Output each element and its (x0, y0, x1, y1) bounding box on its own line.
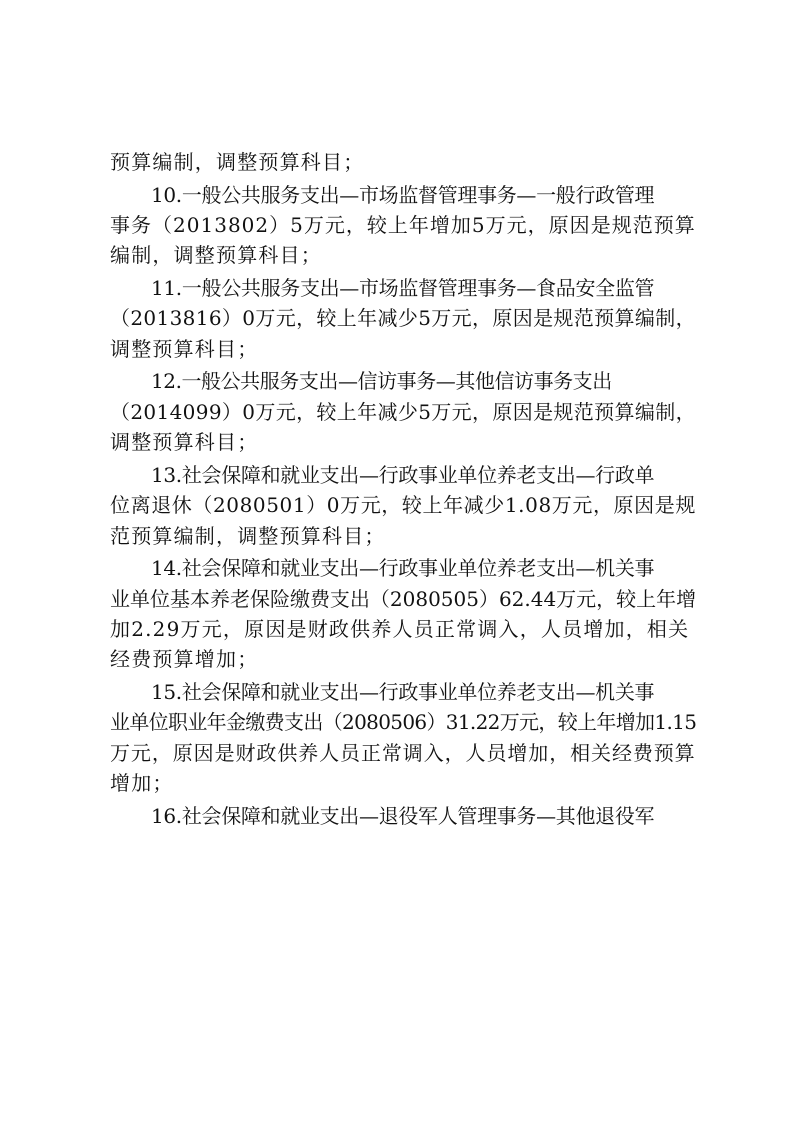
text-line: 业单位基本养老保险缴费支出（2080505）62.44万元，较上年增 (110, 586, 697, 611)
paragraph (110, 553, 696, 675)
text-line: 11.一般公共服务支出—市场监督管理事务—食品安全监管 (151, 276, 655, 300)
paragraph (110, 460, 696, 551)
paragraph (110, 366, 696, 457)
text-line: 业单位职业年金缴费支出（2080506）31.22万元，较上年增加1.15 (110, 710, 697, 735)
paragraph (110, 677, 696, 799)
text-line: 12.一般公共服务支出—信访事务—其他信访事务支出 (151, 369, 612, 394)
text-line: 事务（2013802）5万元，较上年增加5万元，原因是规范预算 (110, 213, 696, 237)
text-line: 13.社会保障和就业支出—行政事业单位养老支出—行政单 (151, 462, 655, 487)
text-line: 范预算编制，调整预算科目； (110, 523, 386, 548)
paragraph (110, 180, 696, 271)
text-line: 调整预算科目； (110, 336, 259, 361)
text-line: 预算编制，调整预算科目； (110, 150, 365, 174)
text-line: （2013816）0万元，较上年减少5万元，原因是规范预算编制， (110, 306, 696, 331)
text-line: 加2.29万元，原因是财政供养人员正常调入，人员增加，相关 (110, 617, 690, 642)
text-line: 14.社会保障和就业支出—行政事业单位养老支出—机关事 (151, 556, 655, 581)
text-line: 15.社会保障和就业支出—行政事业单位养老支出—机关事 (151, 680, 655, 705)
text-line: 经费预算增加； (110, 647, 259, 672)
text-line: 编制，调整预算科目； (110, 243, 322, 268)
paragraph (110, 801, 696, 831)
text-line: 位离退休（2080501）0万元，较上年减少1.08万元，原因是规 (110, 493, 696, 518)
text-line: （2014099）0万元，较上年减少5万元，原因是规范预算编制， (110, 399, 696, 424)
text-line: 10.一般公共服务支出—市场监督管理事务—一般行政管理 (151, 182, 655, 207)
text-line: 增加； (110, 771, 174, 796)
paragraph-list (110, 147, 696, 831)
paragraph (110, 147, 696, 177)
text-line: 调整预算科目； (110, 430, 259, 455)
paragraph (110, 273, 696, 364)
text-line: 16.社会保障和就业支出—退役军人管理事务—其他退役军 (151, 803, 655, 828)
text-line: 万元，原因是财政供养人员正常调入，人员增加，相关经费预算 (110, 740, 696, 765)
document-body (110, 147, 696, 833)
